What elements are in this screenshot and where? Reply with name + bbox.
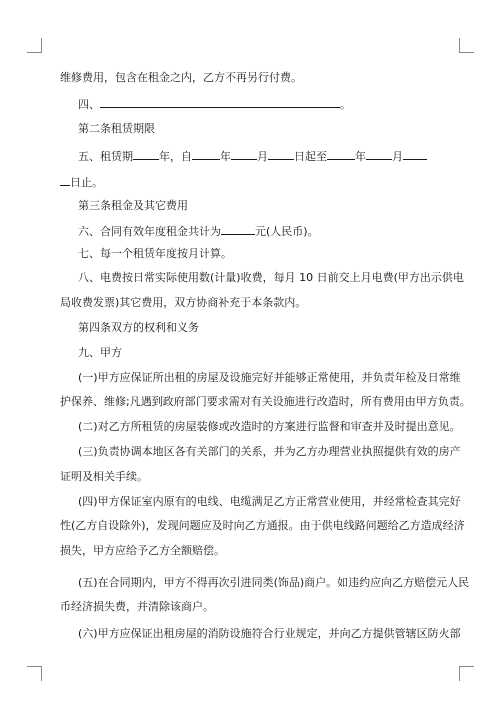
crop-mark-top-left bbox=[27, 38, 42, 53]
blank-rent-amount bbox=[221, 223, 255, 235]
lease-term-end-line bbox=[60, 174, 450, 190]
blank-end-year bbox=[327, 148, 355, 160]
item-four-line-2: 性(乙方自设除外)，发现问题应及时向乙方通报。由于供电线路问题给乙方造成经济 bbox=[60, 519, 465, 532]
clause-eight-line-1: 八、电费按日常实际使用数(计量)收费，每月 10 日前交上月电费(甲方出示供电 bbox=[78, 271, 464, 284]
lease-term-end-text: 日止。 bbox=[70, 176, 103, 189]
section-heading-rights: 第四条双方的权利和义务 bbox=[78, 321, 199, 334]
lease-term-label: 五、租赁期 bbox=[78, 150, 133, 163]
item-four-line-3: 损失，甲方应给予乙方全额赔偿。 bbox=[60, 544, 225, 557]
item-one-line-2: 护保养、维修;凡遇到政府部门要求需对有关设施进行改造时，所有费用由甲方负责。 bbox=[60, 395, 471, 408]
blank-start-month bbox=[231, 148, 257, 160]
crop-mark-top-right bbox=[459, 38, 474, 53]
item-four-line-1: (四)甲方保证室内原有的电线、电缆满足乙方正常营业使用，并经常检查其完好 bbox=[78, 495, 461, 508]
item-two: (二)对乙方所租赁的房屋装修或改造时的方案进行监督和审查并及时提出意见。 bbox=[78, 420, 461, 433]
lease-term-text-e: 日起至 bbox=[294, 150, 327, 163]
item-three-line-1: (三)负责协调本地区各有关部门的关系，并为乙方办理营业执照提供有效的房产 bbox=[78, 445, 461, 458]
item-six-line-1: (六)甲方应保证出租房屋的消防设施符合行业规定，并向乙方提供管辖区防火部 bbox=[78, 627, 461, 640]
item-five-line-1: (五)在合同期内，甲方不得再次引进同类(饰品)商户。如违约应向乙方赔偿元人民 bbox=[78, 576, 470, 589]
section-heading-lease-term: 第二条租赁期限 bbox=[78, 122, 155, 135]
lease-term-text-d: 月 bbox=[257, 150, 268, 163]
blank-end-day-cont bbox=[60, 174, 70, 186]
blank-underline bbox=[100, 96, 340, 108]
rent-amount-unit: 元(人民币)。 bbox=[255, 225, 319, 238]
paragraph-line-1: 维修费用，包含在租金之内，乙方不再另行付费。 bbox=[60, 71, 302, 84]
lease-term-text-g: 月 bbox=[392, 150, 403, 163]
blank-end-month bbox=[366, 148, 392, 160]
crop-mark-bottom-right bbox=[459, 666, 474, 681]
clause-four-period: 。 bbox=[340, 98, 351, 111]
item-three-line-2: 证明及相关手续。 bbox=[60, 470, 148, 483]
lease-term-text-f: 年 bbox=[355, 150, 366, 163]
blank-end-day bbox=[403, 148, 427, 160]
rent-amount-line bbox=[78, 223, 450, 239]
lease-term-text-b: 年，自 bbox=[159, 150, 192, 163]
clause-eight-line-2: 局收费发票)其它费用，双方协商补充于本条款内。 bbox=[60, 296, 307, 309]
clause-four-label: 四、 bbox=[78, 98, 100, 111]
item-five-line-2: 币经济损失费，并清除该商户。 bbox=[60, 600, 214, 613]
blank-start-day bbox=[268, 148, 294, 160]
lease-term-text-c: 年 bbox=[220, 150, 231, 163]
lease-term-line bbox=[78, 148, 450, 164]
item-one-line-1: (一)甲方应保证所出租的房屋及设施完好并能够正常使用，并负责年检及日常维 bbox=[78, 371, 461, 384]
clause-seven: 七、每一个租赁年度按月计算。 bbox=[78, 247, 232, 260]
clause-four-line bbox=[78, 96, 450, 112]
section-heading-rent: 第三条租金及其它费用 bbox=[78, 199, 188, 212]
blank-start-year bbox=[192, 148, 220, 160]
crop-mark-bottom-left bbox=[27, 666, 42, 681]
rent-amount-label: 六、合同有效年度租金共计为 bbox=[78, 225, 221, 238]
clause-nine-heading: 九、甲方 bbox=[78, 346, 122, 359]
blank-years bbox=[133, 148, 159, 160]
